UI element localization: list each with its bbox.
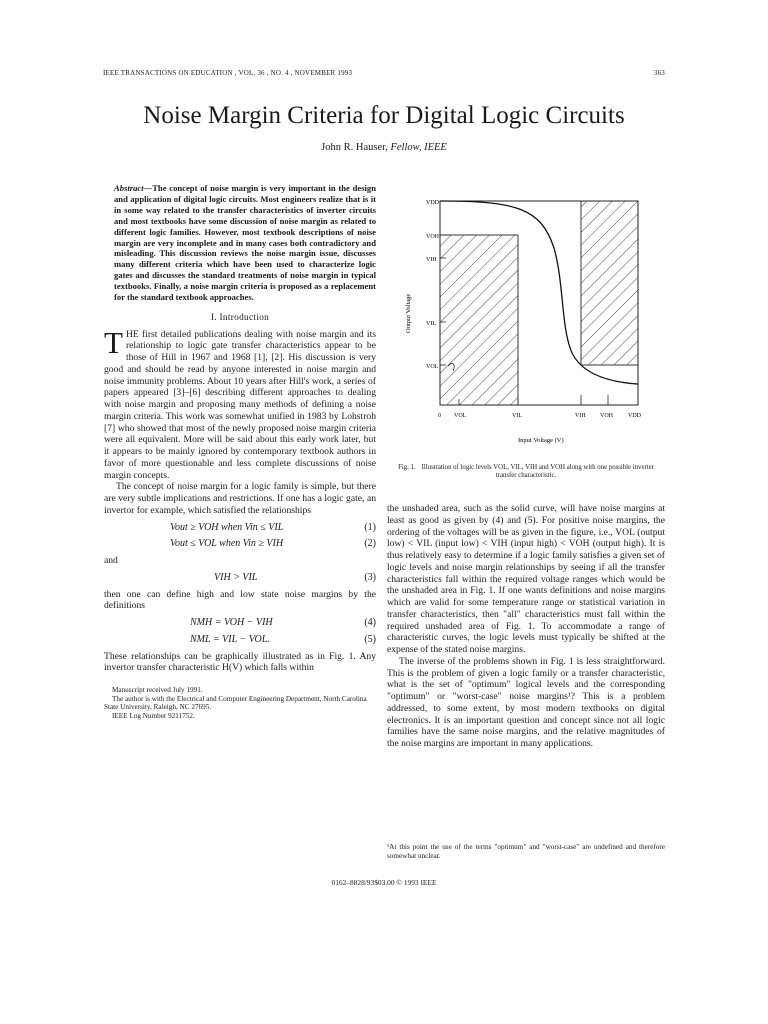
page-number: 363 [653, 69, 665, 77]
footnote-author: The author is with the Electrical and Computer Engineering Department, North Carolina State University, Raleigh, NC 27695. [104, 694, 367, 712]
equation-3-body: VIH > VIL [214, 571, 258, 583]
intro-paragraph-4: These relationships can be graphically illustrated as in Fig. 1. Any invertor transfer characteristic H(V) which falls within [104, 650, 376, 674]
equation-1 [104, 522, 376, 534]
author-name: John R. Hauser, [321, 142, 391, 153]
footnote-left [104, 686, 376, 720]
paper-title: Noise Margin Criteria for Digital Logic Circuits [143, 102, 625, 129]
copyright-footer: 0162–8828/93$03.00 © 1993 IEEE [331, 878, 437, 887]
equation-5-body: NML = VIL − VOL. [190, 633, 270, 645]
running-header [103, 69, 665, 77]
intro-paragraph-1 [104, 324, 376, 482]
equation-4-number: (4) [364, 617, 376, 629]
right-column [387, 503, 665, 750]
x-tick-vih: VIH [575, 413, 586, 419]
right-hatch-region [581, 201, 638, 365]
journal-name: IEEE TRANSACTIONS ON EDUCATION , VOL. 36 , NO. 4 , NOVEMBER 1993 [103, 69, 353, 77]
equation-2-body: Vout ≤ VOL when Vin ≥ VIH [170, 538, 284, 550]
figure-caption-text: Illustration of logic levels VOL, VIL, VIH and VOH along with one possible inverter transfer characteristic. [421, 464, 654, 480]
intro-p1-text: HE first detailed publications dealing with noise margin and its relationship to logic gate transfer characteristics appear to be those of Hill in 1967 and 1968 [1], [2]. His discussion is very good and should be read by anyone interested in noise margin and noise immunity problems. About 10 years after Hill's work, a series of papers appeared [3]–[6] describing different approaches to dealing with noise margin and proposing many methods of defining a noise margin criteria. This work was somewhat unified in 1983 by Lohstroh [7] who showed that most of the newly proposed noise margin criteria were all equivalent. More will be said about this early work later, but it appears to be mainly ignored by contemporary textbook authors in favor of more questionable and less complete discussions of noise margin concepts. [104, 328, 376, 481]
equation-1-body: Vout ≥ VOH when Vin ≤ VIL [170, 521, 284, 533]
equation-2 [104, 538, 376, 550]
x-axis-label: Input Voltage (V) [518, 437, 564, 444]
footnote-received: Manuscript received July 1991. [112, 686, 203, 695]
right-paragraph-2: The inverse of the problems shown in Fig. 1 is less straightforward. This is the problem of given a logic family or a transfer characteristic, what is the set of "optimum" logical levels and the corresponding "optimum" or "worst-case" noise margins¹? This is a problem addressed, to some extent, by most modern textbooks on digital electronics. It is an important question and concept since not all logic families have the same noise margins, and the relative magnitudes of the noise margins are important in many applications. [387, 655, 665, 749]
transfer-characteristic-plot [396, 188, 666, 448]
x-tick-vol: VOL [454, 413, 467, 419]
footnote-right: ¹At this point the use of the terms "optimum" and "worst-case" are undefined and therefore somewhat unclear. [387, 843, 665, 860]
equation-4 [104, 617, 376, 629]
author-affiliation: Fellow, IEEE [390, 142, 447, 153]
figure-caption-label: Fig. 1. [398, 464, 416, 471]
figure-1 [396, 188, 666, 448]
abstract-text: The concept of noise margin is very important in the design and application of digital logic circuits. Most engineers realize that is it in some way related to the transfer characteristics of inverter circuits and most textbooks have some discussion of noise margin as related to different logic families. However, most textbook descriptions of noise margin are very incomplete and in many cases both contradictory and misleading. This discussion reviews the noise margin issue, discusses many different criteria which have been used to characterize logic gates and discusses the standard treatments of noise margin in typical textbooks. Finally, a noise margin criteria is proposed as a replacement for the standard textbook approaches. [114, 183, 376, 303]
section-heading: I. Introduction [210, 312, 270, 323]
y-tick-voh: VOH [426, 234, 439, 240]
intro-paragraph-3: then one can define high and low state noise margins by the definitions [104, 588, 376, 612]
y-tick-vol: VOL [426, 364, 439, 370]
x-tick-vil: VIL [512, 413, 522, 419]
x-tick-0: 0 [438, 413, 441, 419]
y-tick-vil: VIL [426, 321, 436, 327]
and-word: and [104, 555, 118, 567]
equation-2-number: (2) [364, 538, 376, 550]
x-tick-voh: VOH [600, 413, 613, 419]
equation-1-number: (1) [364, 521, 376, 533]
abstract-label: Abstract— [114, 183, 153, 193]
figure-caption [387, 464, 665, 481]
equation-5-number: (5) [364, 633, 376, 645]
y-tick-vdd: VDD [426, 200, 439, 206]
left-hatch-region [440, 235, 518, 405]
equation-4-body: NMH = VOH − VIH [190, 617, 273, 629]
author-line [0, 142, 768, 153]
equation-3-number: (3) [364, 571, 376, 583]
intro-paragraph-2: The concept of noise margin for a logic family is simple, but there are very subtle implications and restrictions. If one has a logic gate, an invertor for example, which satisfied the relationships [104, 481, 376, 516]
abstract [104, 183, 376, 303]
drop-cap: T [104, 324, 123, 360]
equation-5 [104, 634, 376, 646]
footnote-log: IEEE Log Number 9211752. [112, 712, 195, 720]
y-axis-label: Output Voltage [405, 293, 412, 333]
equation-3 [104, 572, 376, 584]
left-column [104, 183, 376, 721]
x-tick-vdd: VDD [628, 413, 641, 419]
right-paragraph-1: the unshaded area, such as the solid curve, will have noise margins at least as good as given by (4) and (5). For positive noise margins, the ordering of the voltages will be as given in the figure, i.e., VOL (output low) < VIL (input low) < VIH (input high) < VOH (output high). It is thus relatively easy to determine if a logic family satisfies a given set of logic levels and noise margin relationships by seeing if all the transfer characteristics fall within the required voltage ranges which would be the unshaded area in Fig. 1. If one wants definitions and noise margins which are valid for some temperature range or statistical variation in transfer characteristics, then "all" characteristics must fall within the required unshaded area of Fig. 1. To accommodate a range of characteristic curves, the logic levels must typically be shifted at the expense of the stated noise margins. [387, 503, 665, 655]
y-tick-vih: VIH [426, 257, 437, 263]
